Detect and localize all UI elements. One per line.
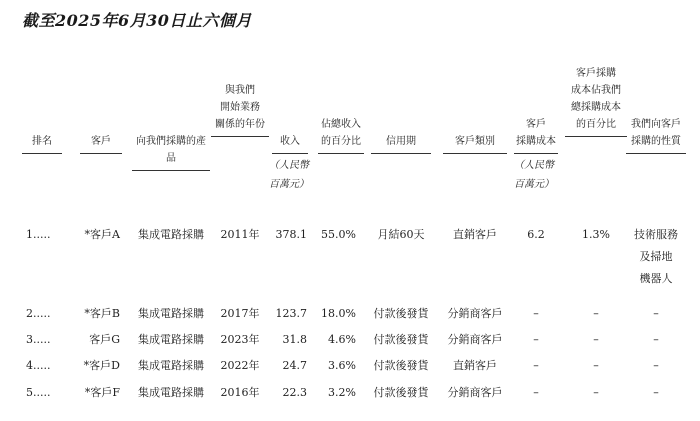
header-nature: 我們向客戶 採購的性質 xyxy=(626,116,686,154)
cell-revenue: 123.7 xyxy=(275,307,307,320)
cell-customer-type: 直銷客戶 xyxy=(453,228,497,241)
table-row xyxy=(0,331,700,349)
cell-nature: – xyxy=(653,359,659,372)
header-year-started: 與我們 開始業務 關係的年份 xyxy=(211,82,269,137)
cell-year: 2023年 xyxy=(220,333,260,346)
table-row xyxy=(0,305,700,323)
cell-revenue: 31.8 xyxy=(282,333,307,346)
cell-pct-revenue: 4.6% xyxy=(328,333,356,346)
cell-product: 集成電路採購 xyxy=(138,333,204,346)
cell-revenue: 22.3 xyxy=(282,386,307,399)
table-row xyxy=(0,357,700,375)
cell-product: 集成電路採購 xyxy=(138,228,204,241)
table-row xyxy=(0,384,700,402)
cell-customer: 客戶G xyxy=(89,333,120,346)
cell-customer: *客戶A xyxy=(84,228,120,241)
cell-product: 集成電路採購 xyxy=(138,386,204,399)
cell-product: 集成電路採購 xyxy=(138,359,204,372)
header-purchase-cost: 客戶 採購成本 xyxy=(514,116,558,154)
cell-rank: 5..... xyxy=(26,386,51,399)
unit-revenue: （人民幣 百萬元） xyxy=(269,160,309,190)
cell-pct-cost: 1.3% xyxy=(582,228,610,241)
cell-year: 2011年 xyxy=(220,228,260,241)
cell-purchase-cost: – xyxy=(533,307,539,320)
header-revenue: 收入 xyxy=(272,133,308,154)
cell-customer-type: 分銷商客戶 xyxy=(447,386,503,399)
cell-credit: 付款後發貨 xyxy=(373,359,429,372)
cell-credit: 付款後發貨 xyxy=(373,333,429,346)
cell-purchase-cost: 6.2 xyxy=(527,228,545,241)
cell-pct-revenue: 18.0% xyxy=(321,307,356,320)
cell-product: 集成電路採購 xyxy=(138,307,204,320)
header-customer-type: 客戶類別 xyxy=(443,133,507,154)
cell-purchase-cost: – xyxy=(533,333,539,346)
cell-pct-cost: – xyxy=(593,307,599,320)
cell-customer-type: 直銷客戶 xyxy=(453,359,497,372)
cell-pct-cost: – xyxy=(593,359,599,372)
cell-rank: 1..... xyxy=(26,228,51,241)
cell-credit: 付款後發貨 xyxy=(373,307,429,320)
cell-rank: 3..... xyxy=(26,333,51,346)
cell-purchase-cost: – xyxy=(533,359,539,372)
header-credit-period: 信用期 xyxy=(371,133,431,154)
cell-nature: – xyxy=(653,333,659,346)
cell-rank: 2..... xyxy=(26,307,51,320)
cell-customer-type: 分銷商客戶 xyxy=(447,307,503,320)
cell-customer: *客戶F xyxy=(84,386,120,399)
cell-pct-cost: – xyxy=(593,333,599,346)
cell-revenue: 378.1 xyxy=(275,228,307,241)
cell-year: 2022年 xyxy=(220,359,260,372)
table-row xyxy=(0,226,700,285)
cell-year: 2017年 xyxy=(220,307,260,320)
header-rank: 排名 xyxy=(22,133,62,154)
header-product: 向我們採購的產品 xyxy=(132,133,210,171)
unit-purchase-cost: （人民幣 百萬元） xyxy=(514,160,554,190)
cell-nature: – xyxy=(653,386,659,399)
header-customer: 客戶 xyxy=(80,133,122,154)
cell-credit: 月結60天 xyxy=(377,228,425,241)
cell-pct-revenue: 3.6% xyxy=(328,359,356,372)
page-title: 截至2025年6月30日止六個月 xyxy=(22,11,252,30)
cell-customer: *客戶B xyxy=(84,307,120,320)
cell-customer: *客戶D xyxy=(83,359,120,372)
cell-revenue: 24.7 xyxy=(282,359,307,372)
cell-purchase-cost: – xyxy=(533,386,539,399)
header-pct-revenue: 佔總收入 的百分比 xyxy=(318,116,364,154)
cell-rank: 4..... xyxy=(26,359,51,372)
cell-nature: 技術服務 及掃地 機器人 xyxy=(634,228,678,285)
cell-pct-cost: – xyxy=(593,386,599,399)
cell-pct-revenue: 55.0% xyxy=(321,228,356,241)
cell-pct-revenue: 3.2% xyxy=(328,386,356,399)
cell-credit: 付款後發貨 xyxy=(373,386,429,399)
header-pct-cost: 客戶採購 成本佔我們 總採購成本 的百分比 xyxy=(565,65,627,137)
cell-year: 2016年 xyxy=(220,386,260,399)
cell-nature: – xyxy=(653,307,659,320)
cell-customer-type: 分銷商客戶 xyxy=(447,333,503,346)
